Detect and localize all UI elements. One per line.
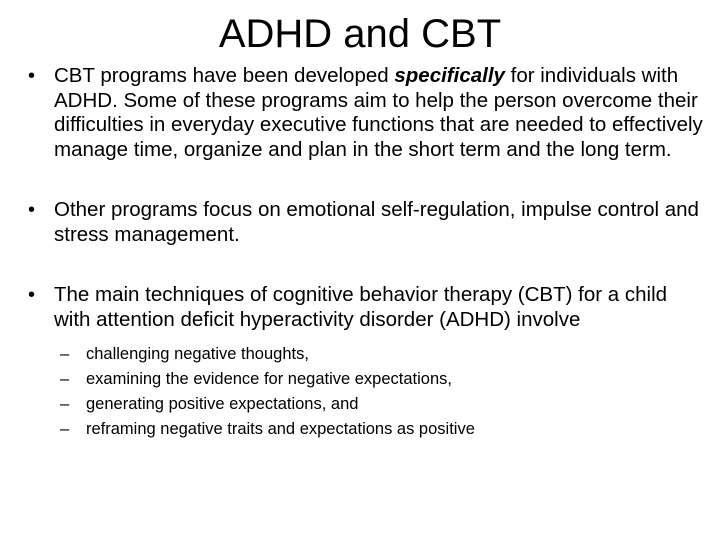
sub-bullet-text-1: challenging negative thoughts,	[86, 345, 309, 363]
sub-bullet-text-4: reframing negative traits and expectations as positive	[86, 420, 475, 438]
bullet-item-2	[28, 198, 708, 247]
bullet-text-1-pre: CBT programs have been developed	[54, 64, 395, 87]
bullet-item-1	[28, 64, 708, 162]
sub-bullet-item-4	[54, 417, 708, 442]
sub-bullet-text-2: examining the evidence for negative expectations,	[86, 370, 452, 388]
sub-bullet-list	[54, 342, 708, 442]
sub-bullet-item-1	[54, 342, 708, 367]
bullet-text-2: Other programs focus on emotional self-regulation, impulse control and stress management.	[54, 198, 699, 246]
dash-glyph: –	[60, 420, 70, 438]
sub-bullet-text-3: generating positive expectations, and	[86, 395, 359, 413]
bullet-dot: •	[28, 65, 36, 87]
slide-title: ADHD and CBT	[218, 12, 502, 56]
bullet-text-1-emphasis: specifically	[394, 64, 505, 87]
bullet-list	[28, 64, 708, 478]
bullet-dot: •	[28, 199, 36, 221]
sub-bullet-item-2	[54, 367, 708, 392]
dash-glyph: –	[60, 345, 70, 363]
bullet-item-3	[28, 283, 708, 442]
sub-bullet-item-3	[54, 392, 708, 417]
dash-glyph: –	[60, 395, 70, 413]
bullet-text-1-post: for individuals with ADHD. Some of these programs aim to help the person overcome their difficulties in everyday executive functions that are needed to effectively manage time, organize and plan in the short term and the long term.	[54, 64, 703, 161]
bullet-dot: •	[28, 284, 36, 306]
bullet-text-3: The main techniques of cognitive behavior therapy (CBT) for a child with attention deficit hyperactivity disorder (ADHD) involve	[54, 283, 668, 331]
dash-glyph: –	[60, 370, 70, 388]
